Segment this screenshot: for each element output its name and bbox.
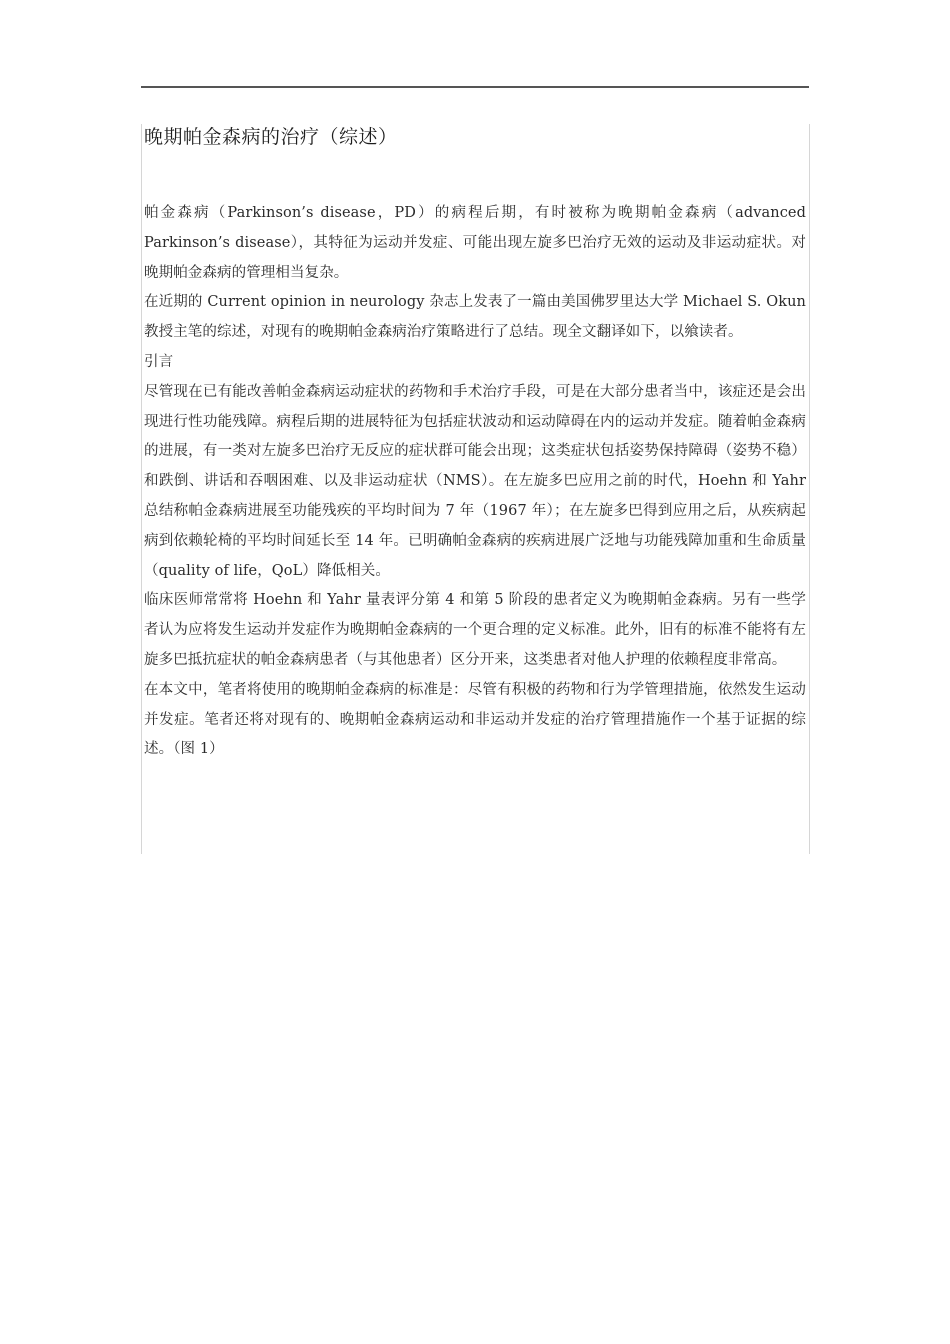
header-rule	[141, 86, 809, 88]
paragraph-scope: 在本文中，笔者将使用的晚期帕金森病的标准是：尽管有积极的药物和行为学管理措施，依然发生运动并发症。笔者还将对现有的、晚期帕金森病运动和非运动并发症的治疗管理措施作一个基于证据的综述。（图 1）	[144, 681, 806, 758]
paragraph-progression: 尽管现在已有能改善帕金森病运动症状的药物和手术治疗手段，可是在大部分患者当中，该症还是会出现进行性功能残障。病程后期的进展特征为包括症状波动和运动障碍在内的运动并发症。随着帕金森病的进展，有一类对左旋多巴治疗无反应的症状群可能会出现；这类症状包括姿势保持障碍（姿势不稳）和跌倒、讲话和吞咽困难、以及非运动症状（NMS）。在左旋多巴应用之前的时代，Hoehn 和 Yahr 总结称帕金森病进展至功能残疾的平均时间为 7 年（1967 年）；在左旋多巴得到应用之后，从疾病起病到依赖轮椅的平均时间延长至 14 年。已明确帕金森病的疾病进展广泛地与功能残障加重和生命质量（quality of life，QoL）降低相关。	[144, 383, 806, 579]
document-body	[144, 199, 806, 765]
section-heading-introduction: 引言	[144, 353, 174, 370]
paragraph-source: 在近期的 Current opinion in neurology 杂志上发表了一篇由美国佛罗里达大学 Michael S. Okun 教授主笔的综述，对现有的晚期帕金森病治疗策略进行了总结。现全文翻译如下，以飨读者。	[144, 294, 806, 341]
document-title: 晚期帕金森病的治疗（综述）	[144, 126, 398, 148]
paragraph-intro: 帕金森病（Parkinson’s disease，PD）的病程后期，有时被称为晚期帕金森病（advanced Parkinson’s disease），其特征为运动并发症、可能出现左旋多巴治疗无效的运动及非运动症状。对晚期帕金森病的管理相当复杂。	[144, 205, 806, 281]
paragraph-definition: 临床医师常常将 Hoehn 和 Yahr 量表评分第 4 和第 5 阶段的患者定义为晚期帕金森病。另有一些学者认为应将发生运动并发症作为晚期帕金森病的一个更合理的定义标准。此外，旧有的标准不能将有左旋多巴抵抗症状的帕金森病患者（与其他患者）区分开来，这类患者对他人护理的依赖程度非常高。	[144, 592, 806, 668]
